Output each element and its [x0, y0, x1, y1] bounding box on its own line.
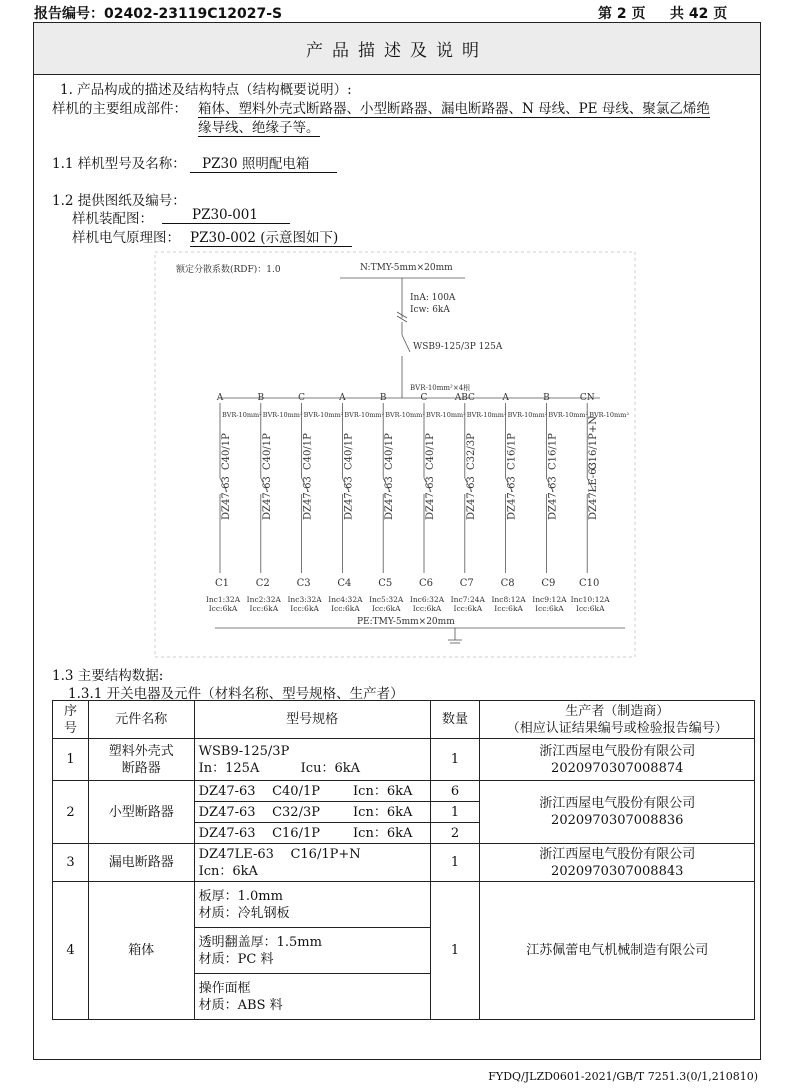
circuit-icc: Icc:6kA [208, 604, 238, 613]
header-maker [480, 701, 755, 739]
circuit-inc: Inc8:12A [491, 595, 526, 604]
circuit-inc: Inc3:32A [287, 595, 322, 604]
row-maker [480, 781, 755, 844]
circuit-icc: Icc:6kA [412, 604, 442, 613]
table-row [53, 739, 755, 781]
total-pages: 共 42 页 [670, 6, 728, 22]
row-spec-line: 操作面框 [198, 980, 251, 996]
circuit-icc: Icc:6kA [535, 604, 564, 613]
table-row [53, 882, 755, 928]
row-qty: 6 [430, 781, 480, 802]
breaker-model: DZ47-63 [465, 476, 477, 520]
main-parts-line1: 箱体、塑料外壳式断路器、小型断路器、漏电断路器、N 母线、PE 母线、聚氯乙烯绝 [198, 97, 710, 118]
circuit-inc: Inc6:32A [409, 595, 445, 604]
row-spec-line: 板厚：1.0mm [198, 888, 283, 904]
header-maker-line1: 生产者（制造商） [565, 703, 670, 719]
header-name: 元件名称 [88, 701, 194, 739]
page-number: 第 2 页 [598, 6, 646, 22]
header-maker-line2: （相应认证结果编号或检验报告编号） [506, 720, 728, 736]
main-parts-label: 样机的主要组成部件： [52, 101, 187, 117]
row-maker [480, 739, 755, 781]
cert-number: 2020970307008874 [551, 760, 684, 776]
row-spec-line: Icn：6kA [198, 863, 258, 879]
header-spec: 型号规格 [194, 701, 430, 739]
breaker-model: DZ47-63 [547, 476, 559, 520]
circuit-id: C7 [459, 578, 474, 589]
row-qty: 2 [430, 823, 480, 844]
row-no: 4 [53, 882, 89, 1020]
row-spec-line: 材质：冷轧钢板 [198, 905, 290, 921]
phase-label: B [543, 393, 550, 403]
circuit-id: C3 [296, 578, 311, 589]
phase-label: ABC [454, 393, 475, 403]
breaker-model: DZ47-63 [221, 476, 232, 520]
ina-label: InA: 100A [410, 293, 456, 303]
header-qty: 数量 [430, 701, 480, 739]
cert-number: 2020970307008836 [551, 813, 684, 828]
circuit-icc: Icc:6kA [290, 604, 319, 613]
breaker-rating: C16/1P [506, 433, 518, 470]
row-qty: 1 [430, 739, 480, 781]
row-qty: 1 [430, 802, 480, 823]
row-spec [194, 928, 430, 974]
circuit-inc: Inc2:32A [246, 595, 281, 604]
n-bus-label: N:TMY-5mm×20mm [360, 263, 453, 273]
breaker-rating: C40/1P [425, 433, 436, 470]
maker-name: 浙江西屋电气股份有限公司 [539, 846, 696, 862]
footer-code: FYDQ/JLZD0601-2021/GB/T 7251.3(0/1,210810) [488, 1070, 758, 1083]
phase-label: C [298, 393, 306, 403]
wire-label: BVR-10mm² [548, 411, 589, 419]
breaker-rating: C40/1P [261, 433, 273, 470]
page-title: 产品描述及说明 [34, 23, 760, 75]
circuit-inc: Inc5:32A [369, 595, 404, 604]
icw-label: Icw: 6kA [410, 305, 450, 315]
row-name: 小型断路器 [88, 781, 194, 844]
s131-heading: 1.3.1 开关电器及元件（材料名称、型号规格、生产者） [68, 686, 404, 702]
assembly-value: PZ30-001 [162, 207, 290, 224]
phase-label: A [339, 393, 346, 403]
circuit-icc: Icc:6kA [575, 604, 605, 613]
row-spec: DZ47-63 C40/1P Icn：6kA [194, 781, 430, 802]
cert-number: 2020970307008843 [551, 863, 684, 879]
section1-heading: 1. 产品构成的描述及结构特点（结构概要说明）: [60, 82, 352, 98]
row-spec-line: In：125A Icu：6kA [198, 760, 360, 776]
circuit-icc: Icc:6kA [331, 604, 360, 613]
row-spec [194, 844, 430, 882]
row-spec-line: WSB9-125/3P [198, 743, 290, 759]
wire-label: BVR-10mm² [426, 411, 466, 419]
s13-heading: 1.3 主要结构数据: [52, 668, 164, 684]
breaker-rating: C40/1P [343, 433, 355, 470]
wire-label: BVR-10mm² [262, 411, 303, 419]
pe-bus-label: PE:TMY-5mm×20mm [357, 617, 455, 627]
circuit-id: C6 [418, 578, 434, 589]
circuit-inc: Inc7:24A [450, 595, 485, 604]
circuit-id: C9 [541, 578, 556, 589]
row-spec-line: 材质：ABS 料 [198, 997, 283, 1013]
row-no: 1 [53, 739, 89, 781]
breaker-rating: C32/3P [465, 433, 477, 470]
assembly-label: 样机装配图： [72, 211, 153, 227]
circuit-id: C1 [214, 578, 230, 589]
s11-label: 1.1 样机型号及名称： [52, 156, 186, 172]
phase-label: A [502, 393, 509, 403]
circuit-inc: Inc1:32A [205, 595, 241, 604]
row-name-line: 断路器 [121, 760, 161, 776]
circuit-id: C8 [500, 578, 515, 589]
s11-value: PZ30 照明配电箱 [190, 152, 337, 173]
breaker-model: DZ47-63 [343, 476, 355, 520]
row-spec-line: 材质：PC 料 [198, 951, 274, 967]
wire-label: BVR-10mm² [466, 411, 507, 419]
row-qty: 1 [430, 844, 480, 882]
breaker-rating: C16/1P [547, 433, 559, 470]
breaker-model: DZ47LE-63 [588, 462, 600, 520]
row-maker [480, 844, 755, 882]
wire-label: BVR-10mm² [507, 411, 548, 419]
breaker-model: DZ47-63 [425, 476, 436, 520]
maker-name: 浙江西屋电气股份有限公司 [539, 796, 696, 811]
table-row [53, 781, 755, 802]
breaker-rating: C40/1P [221, 433, 232, 470]
circuit-icc: Icc:6kA [371, 604, 401, 613]
rdf-label: 额定分散系数(RDF)：1.0 [176, 265, 281, 275]
row-spec [194, 739, 430, 781]
wire-label: BVR-10mm² [344, 411, 385, 419]
breaker-rating: C16/1P+N [588, 416, 600, 470]
header-no: 序 号 [53, 701, 89, 739]
wire-label: BVR-10mm² [589, 411, 629, 419]
s12-label: 1.2 提供图纸及编号： [52, 193, 186, 209]
components-table [52, 700, 755, 1020]
wire-label: BVR-10mm² [303, 411, 344, 419]
row-name-line: 塑料外壳式 [108, 743, 174, 759]
row-spec-line: 透明翻盖厚：1.5mm [198, 934, 322, 950]
bus-wire-label: BVR-10mm²×4根 [410, 384, 471, 392]
breaker-model: DZ47-63 [261, 476, 273, 520]
circuit-id: C4 [337, 578, 352, 589]
phase-label: B [257, 393, 265, 403]
phase-label: CN [579, 393, 595, 403]
circuit-id: C2 [255, 578, 270, 589]
main-breaker-switch [402, 335, 410, 352]
row-no: 3 [53, 844, 89, 882]
circuit-icc: Icc:6kA [453, 604, 483, 613]
circuit-id: C5 [378, 578, 393, 589]
wire-label: BVR-10mm² [385, 411, 425, 419]
row-spec-line: DZ47LE-63 C16/1P+N [198, 846, 361, 862]
phase-label: A [216, 393, 224, 403]
row-spec [194, 974, 430, 1020]
row-no: 2 [53, 781, 89, 844]
maker-name: 浙江西屋电气股份有限公司 [539, 743, 696, 759]
row-spec: DZ47-63 C32/3P Icn：6kA [194, 802, 430, 823]
report-number: 报告编号：02402-23119C12027-S [34, 6, 283, 22]
circuit-id: C10 [579, 578, 600, 589]
breaker-model: DZ47-63 [506, 476, 518, 520]
main-parts-line2: 缘导线、绝缘子等。 [198, 116, 320, 137]
phase-label: B [379, 393, 387, 403]
row-name: 漏电断路器 [88, 844, 194, 882]
circuit-inc: Inc4:32A [328, 595, 363, 604]
row-spec [194, 882, 430, 928]
row-qty: 1 [430, 882, 480, 1020]
row-name: 箱体 [88, 882, 194, 1020]
phase-label: C [420, 393, 428, 403]
electrical-label: 样机电气原理图： [72, 230, 180, 246]
breaker-model: DZ47-63 [302, 476, 314, 520]
electrical-value: PZ30-002 (示意图如下) [190, 226, 352, 247]
circuit-icc: Icc:6kA [249, 604, 279, 613]
row-spec: DZ47-63 C16/1P Icn：6kA [194, 823, 430, 844]
circuit-icc: Icc:6kA [494, 604, 523, 613]
breaker-rating: C40/1P [384, 433, 396, 470]
circuit-inc: Inc10:12A [570, 595, 610, 604]
breaker-rating: C40/1P [302, 433, 314, 470]
row-maker: 江苏佩蕾电气机械制造有限公司 [480, 882, 755, 1020]
main-breaker-label: WSB9-125/3P 125A [413, 342, 503, 352]
row-name [88, 739, 194, 781]
circuit-inc: Inc9:12A [532, 595, 567, 604]
table-row [53, 844, 755, 882]
breaker-model: DZ47-63 [384, 476, 396, 520]
wire-label: BVR-10mm² [222, 411, 262, 419]
